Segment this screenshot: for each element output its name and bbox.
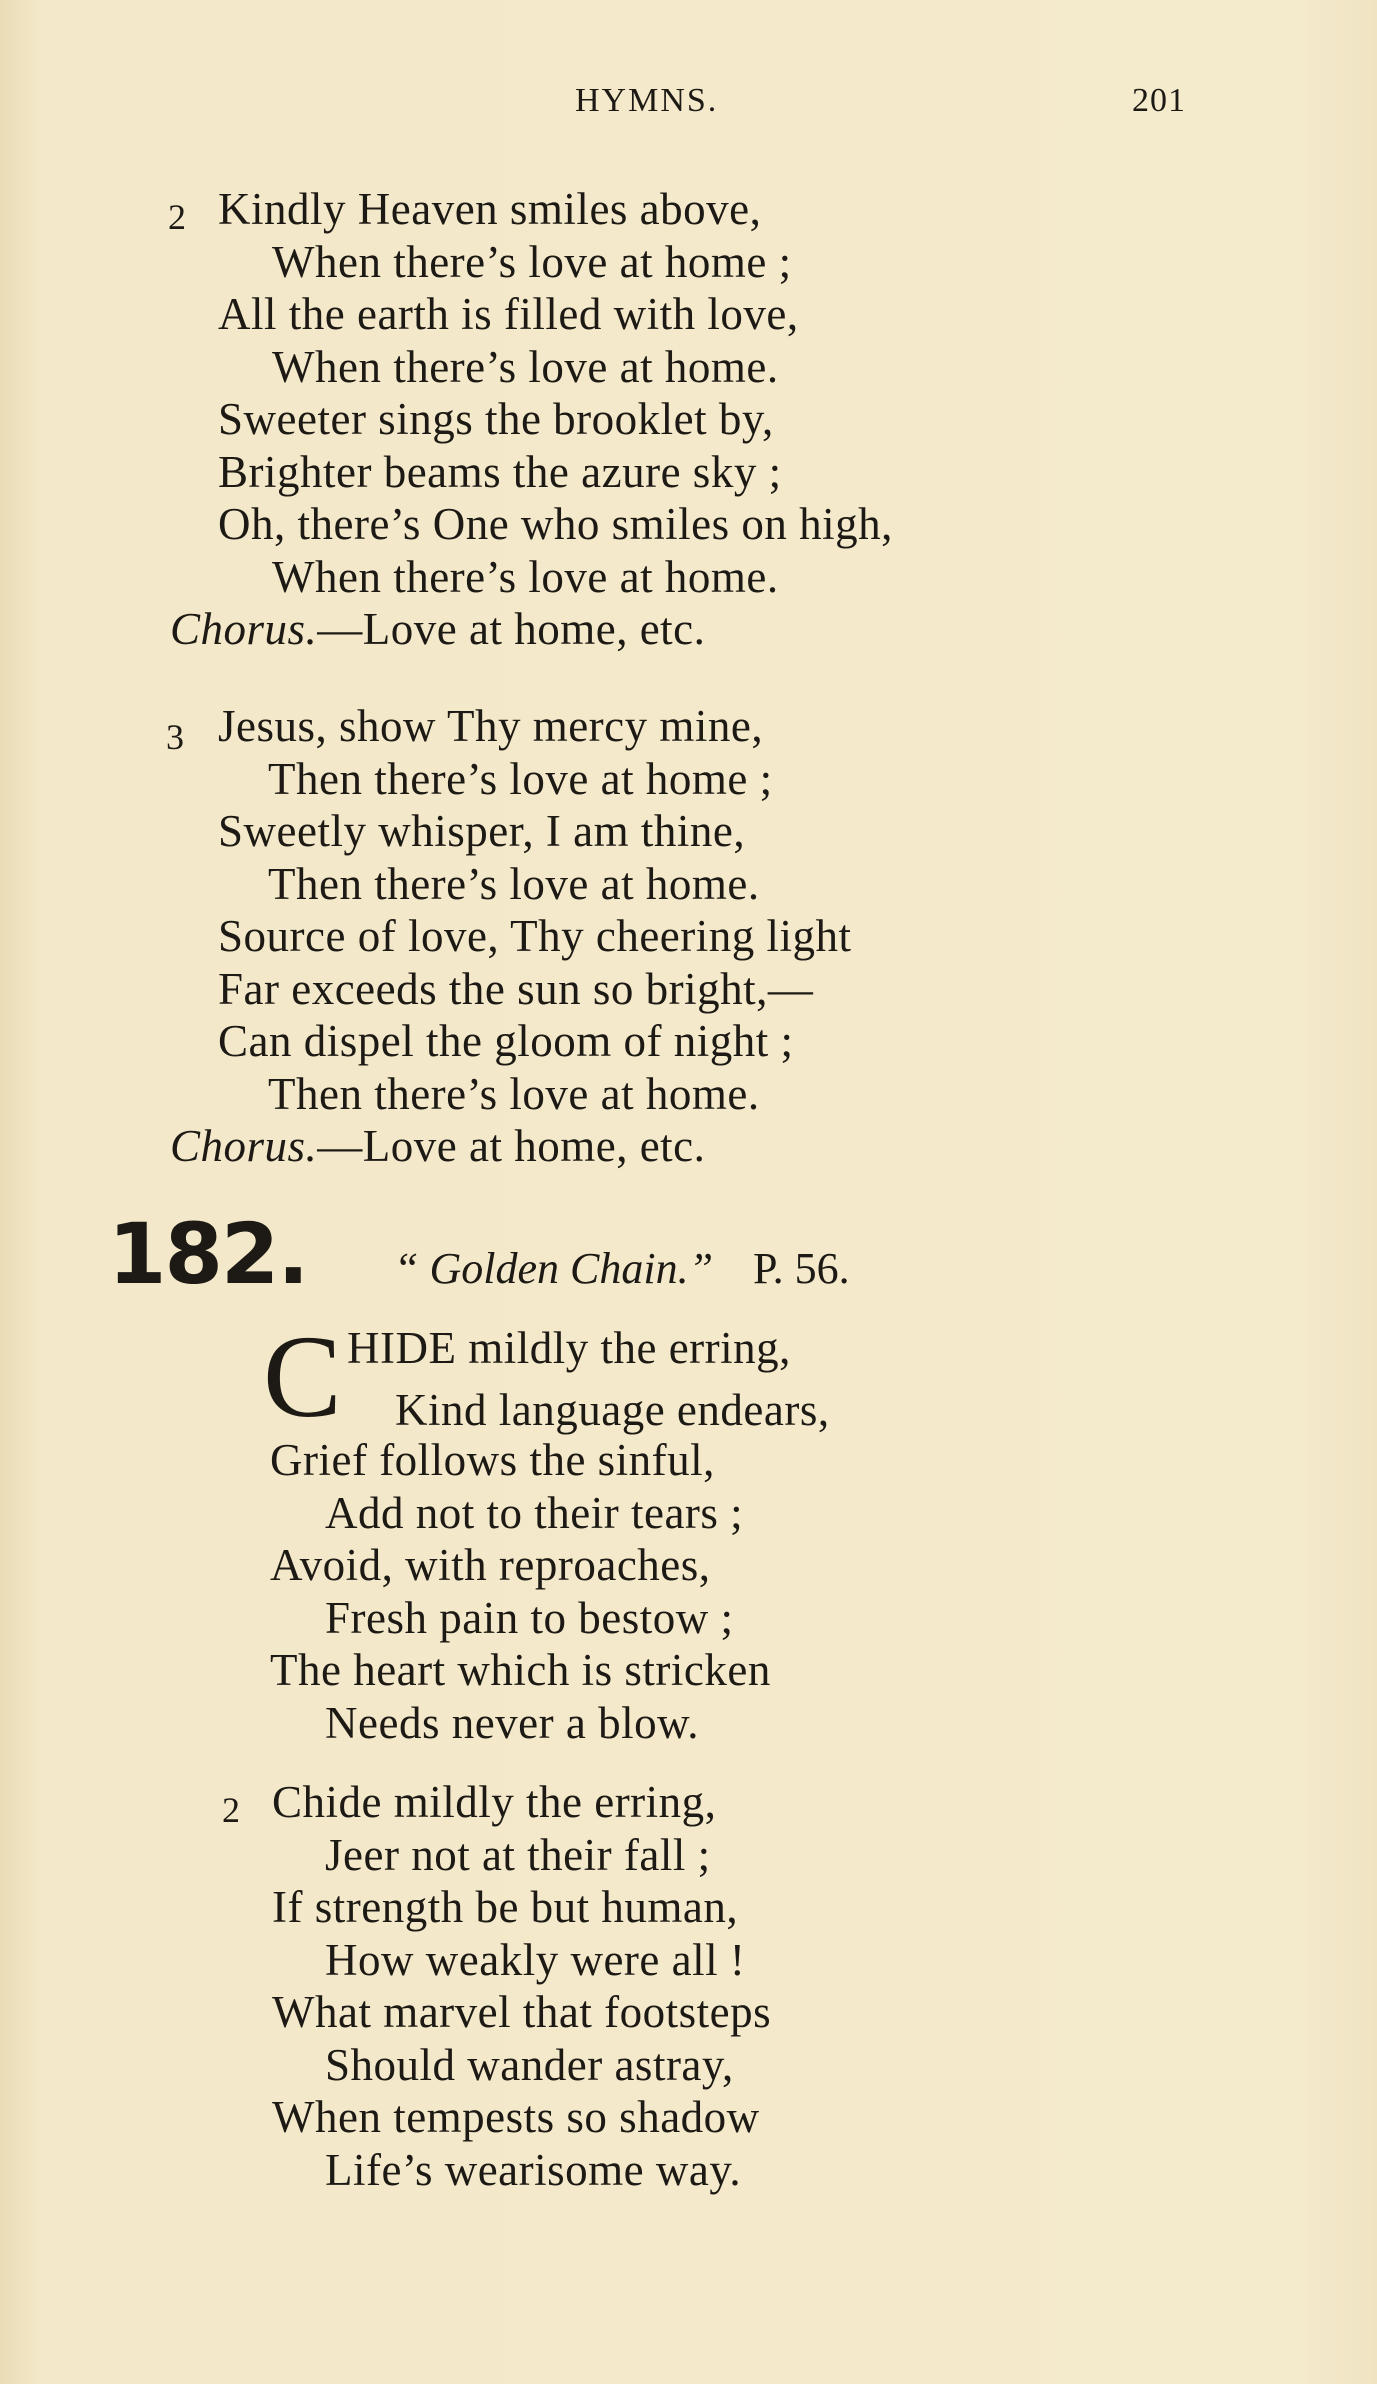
- running-header-title: HYMNS.: [575, 82, 719, 119]
- tune-page: P. 56.: [753, 1244, 850, 1293]
- verse-line: Chide mildly the erring,: [272, 1777, 717, 1827]
- verse-line: Brighter beams the azure sky ;: [218, 447, 782, 497]
- verse-line: Then there’s love at home.: [268, 859, 760, 909]
- verse-line: Kindly Heaven smiles above,: [218, 184, 762, 234]
- chorus-label: Chorus.: [170, 604, 318, 654]
- stanza-number: 2: [222, 1790, 240, 1830]
- verse-line: Fresh pain to bestow ;: [325, 1593, 734, 1643]
- chorus-line: [170, 604, 706, 654]
- verse-line: Sweetly whisper, I am thine,: [218, 806, 746, 856]
- drop-cap: C: [263, 1311, 342, 1442]
- verse-line: Add not to their tears ;: [325, 1488, 744, 1538]
- verse-line: The heart which is stricken: [270, 1645, 771, 1695]
- verse-line: What marvel that footsteps: [272, 1987, 772, 2037]
- stanza-number: 2: [168, 197, 186, 237]
- verse-line: Sweeter sings the brooklet by,: [218, 394, 774, 444]
- verse-line: Oh, there’s One who smiles on high,: [218, 499, 893, 549]
- verse-line: If strength be but human,: [272, 1882, 739, 1932]
- hymn-number: 182.: [108, 1205, 308, 1303]
- page-number: 201: [1132, 82, 1186, 119]
- stanza-number: 3: [166, 717, 184, 757]
- verse-line: Then there’s love at home.: [268, 1069, 760, 1119]
- chorus-text: —Love at home, etc.: [317, 604, 706, 654]
- verse-line: Should wander astray,: [325, 2040, 734, 2090]
- chorus-line: [170, 1121, 706, 1171]
- verse-line: Can dispel the gloom of night ;: [218, 1016, 794, 1066]
- tune-reference: [394, 1243, 850, 1294]
- tune-name: “ Golden Chain.”: [394, 1244, 714, 1293]
- verse-line: Far exceeds the sun so bright,—: [218, 964, 814, 1014]
- verse-line: Avoid, with reproaches,: [270, 1540, 711, 1590]
- verse-line: Life’s wearisome way.: [325, 2145, 742, 2195]
- verse-line: When there’s love at home ;: [272, 237, 792, 287]
- verse-line: Needs never a blow.: [325, 1698, 699, 1748]
- chorus-text: —Love at home, etc.: [317, 1121, 706, 1171]
- verse-line: HIDE mildly the erring,: [347, 1323, 791, 1373]
- verse-line: Jesus, show Thy mercy mine,: [218, 701, 764, 751]
- verse-line: When there’s love at home.: [272, 552, 779, 602]
- verse-line: When tempests so shadow: [272, 2092, 760, 2142]
- chorus-label: Chorus.: [170, 1121, 318, 1171]
- verse-line: Grief follows the sinful,: [270, 1435, 715, 1485]
- verse-line: Jeer not at their fall ;: [325, 1830, 711, 1880]
- verse-line: Kind language endears,: [395, 1385, 830, 1435]
- verse-line: Source of love, Thy cheering light: [218, 911, 852, 961]
- verse-line: When there’s love at home.: [272, 342, 779, 392]
- verse-line: How weakly were all !: [325, 1935, 746, 1985]
- verse-line: Then there’s love at home ;: [268, 754, 773, 804]
- verse-line: All the earth is filled with love,: [218, 289, 799, 339]
